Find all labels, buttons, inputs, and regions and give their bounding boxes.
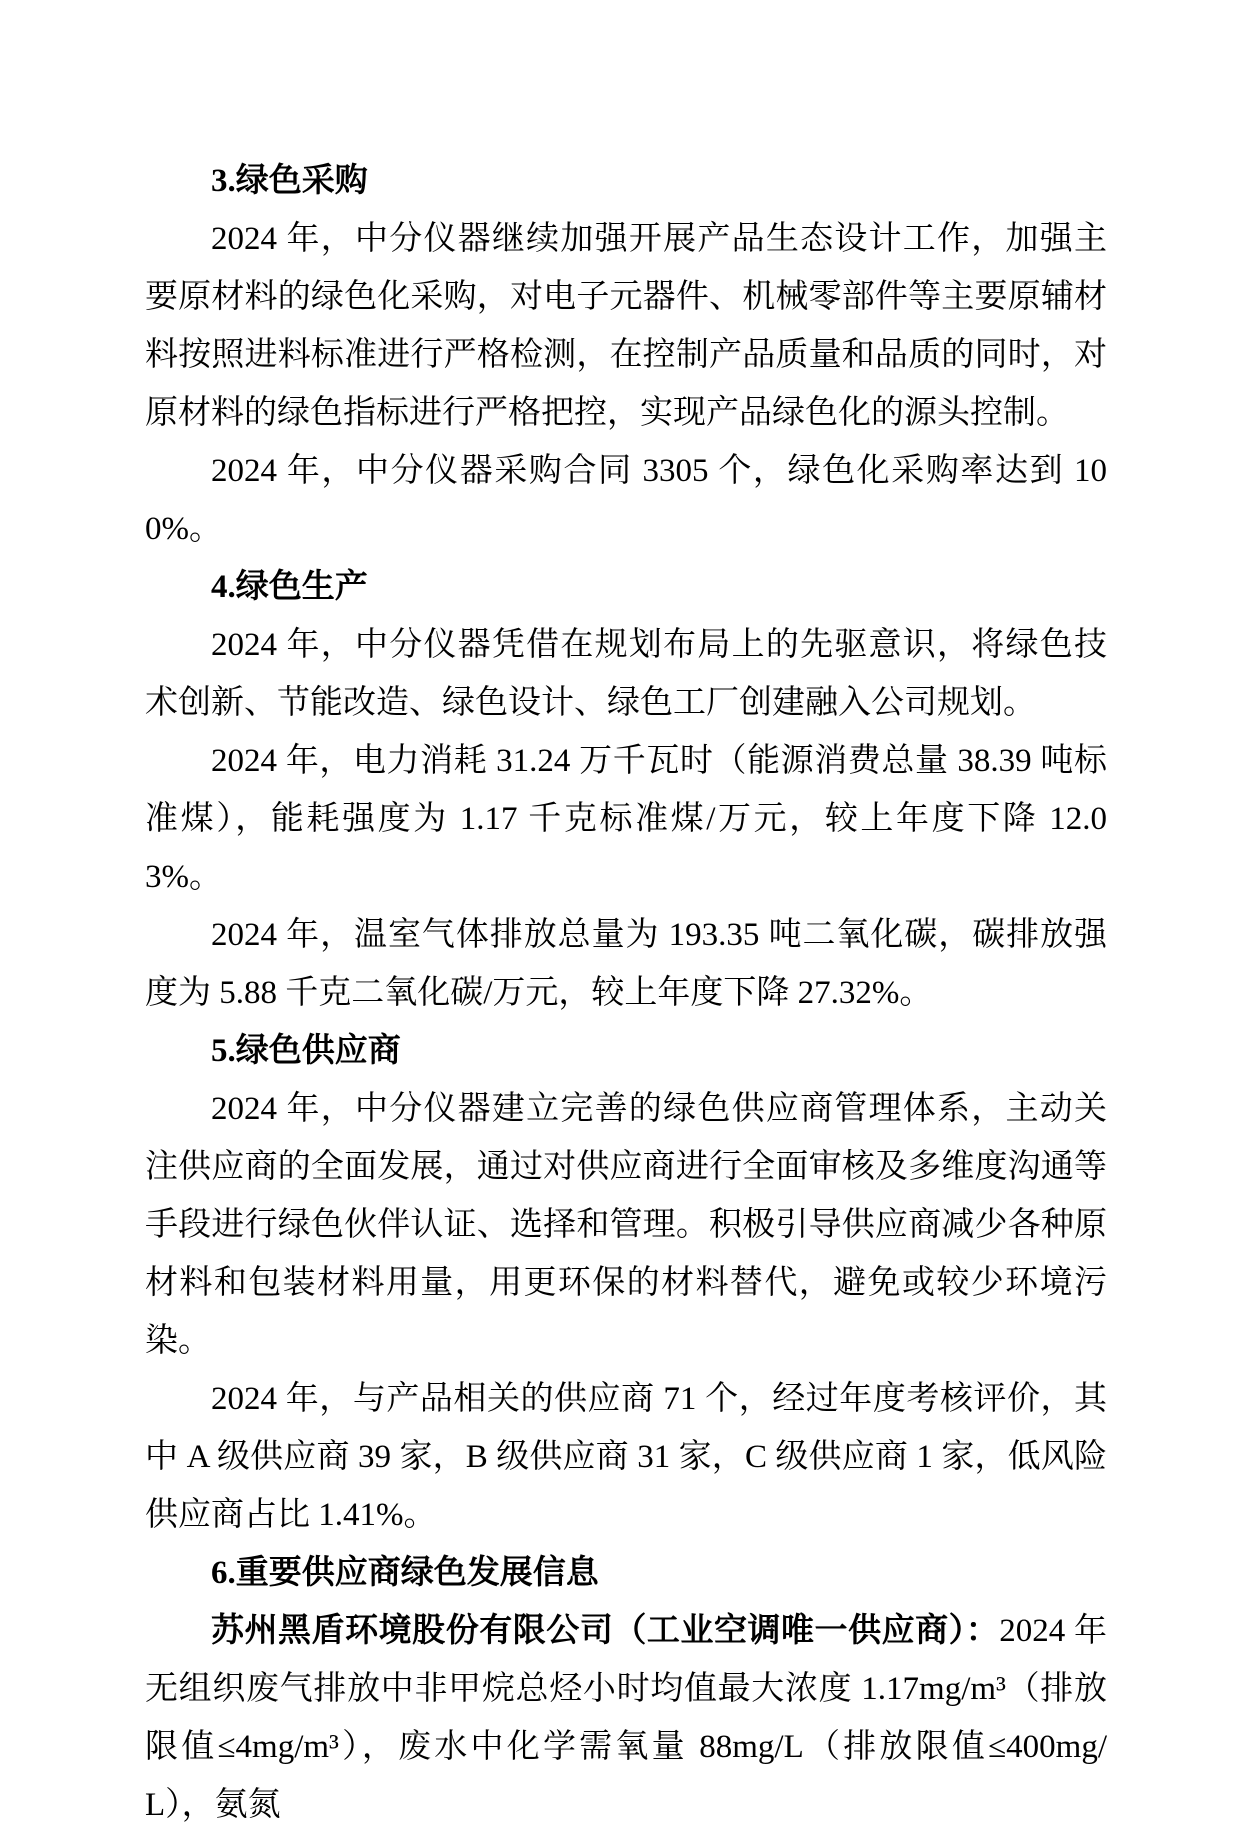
paragraph-supplier-emission-details — [145, 1602, 1107, 1834]
paragraph-energy-consumption: 2024 年，电力消耗 31.24 万千瓦时（能源消费总量 38.39 吨标准煤），能耗强度为 1.17 千克标准煤/万元，较上年度下降 12.03%。 — [145, 743, 1107, 895]
supplier-name-bold-lead: 苏州黑盾环境股份有限公司（工业空调唯一供应商）： — [211, 1613, 1000, 1649]
paragraph-greenhouse-gas-emissions: 2024 年，温室气体排放总量为 193.35 吨二氧化碳，碳排放强度为 5.88 千克二氧化碳/万元，较上年度下降 27.32%。 — [145, 917, 1107, 1011]
supplier-emission-text: 2024 年无组织废气排放中非甲烷总烃小时均值最大浓度 1.17mg/m³（排放限值≤4mg/m³），废水中化学需氧量 88mg/L（排放限值≤400mg/L），氨氮 — [145, 1613, 1108, 1823]
section-heading-green-suppliers: 5.绿色供应商 — [211, 1033, 401, 1069]
paragraph-procurement-contracts: 2024 年，中分仪器采购合同 3305 个，绿色化采购率达到 100%。 — [145, 453, 1107, 547]
section-heading-key-supplier-info: 6.重要供应商绿色发展信息 — [211, 1555, 599, 1591]
section-heading-green-procurement: 3.绿色采购 — [211, 163, 368, 199]
paragraph-green-procurement-overview: 2024 年，中分仪器继续加强开展产品生态设计工作，加强主要原材料的绿色化采购，对电子元器件、机械零部件等主要原辅材料按照进料标准进行严格检测，在控制产品质量和品质的同时，对原材料的绿色指标进行严格把控，实现产品绿色化的源头控制。 — [145, 221, 1107, 431]
section-heading-green-production: 4.绿色生产 — [211, 569, 368, 605]
paragraph-green-production-planning: 2024 年，中分仪器凭借在规划布局上的先驱意识，将绿色技术创新、节能改造、绿色设计、绿色工厂创建融入公司规划。 — [145, 627, 1107, 721]
paragraph-supplier-ratings: 2024 年，与产品相关的供应商 71 个，经过年度考核评价，其中 A 级供应商 39 家，B 级供应商 31 家，C 级供应商 1 家，低风险供应商占比 1.41%。 — [145, 1381, 1107, 1533]
paragraph-supplier-management-system: 2024 年，中分仪器建立完善的绿色供应商管理体系，主动关注供应商的全面发展，通过对供应商进行全面审核及多维度沟通等手段进行绿色伙伴认证、选择和管理。积极引导供应商减少各种原材料和包装材料用量，用更环保的材料替代，避免或较少环境污染。 — [145, 1091, 1107, 1359]
